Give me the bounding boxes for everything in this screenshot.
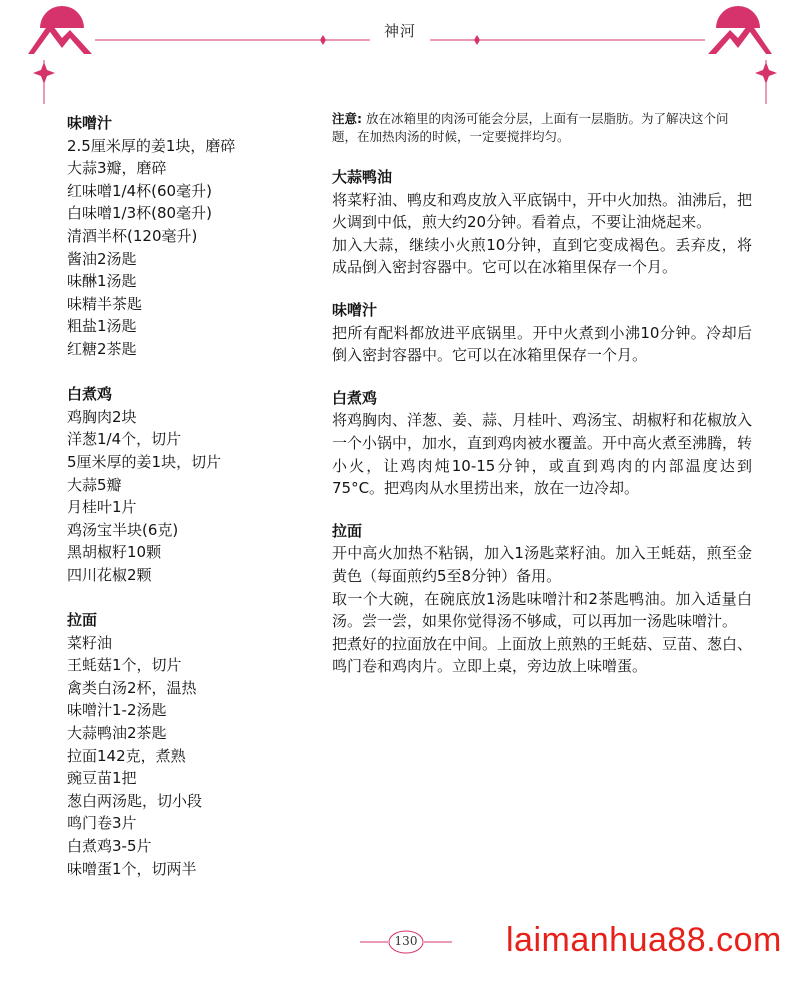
sparkle-icon (755, 62, 777, 84)
ingredients-column (67, 112, 312, 903)
note-text: 放在冰箱里的肉汤可能会分层，上面有一层脂肪。为了解决这个问题，在加热肉汤的时候，一定要搅拌均匀。 (332, 111, 729, 144)
instruction-paragraph: 将鸡胸肉、洋葱、姜、蒜、月桂叶、鸡汤宝、胡椒籽和花椒放入一个小锅中，加水，直到鸡肉被水覆盖。开中高火煮至沸腾，转小火，让鸡肉炖10-15分钟，或直到鸡肉的内部温度达到75°C。把鸡肉从水里捞出来，放在一边冷却。 (332, 411, 753, 498)
watermark-text: laimanhua88.com (506, 921, 782, 959)
page-title: 神河 (383, 22, 416, 40)
ingredient-item: 鸡胸肉2块 (67, 407, 137, 426)
instruction-section (332, 387, 752, 500)
ingredient-item: 2.5厘米厚的姜1块，磨碎 (67, 136, 236, 155)
ingredient-item: 鸡汤宝半块(6克) (67, 520, 179, 539)
page-number: 130 (394, 934, 418, 948)
header-ornament (0, 0, 800, 110)
instruction-paragraph: 将菜籽油、鸭皮和鸡皮放入平底锅中，开中火加热。油沸后，把火调到中低，煎大约20分钟。看着点，不要让油烧起来。 (332, 190, 753, 232)
ingredient-section (67, 112, 312, 361)
note-box (332, 110, 752, 146)
ingredient-item: 大蒜鸭油2茶匙 (67, 724, 167, 743)
instruction-paragraph: 开中高火加热不粘锅，加入1汤匙菜籽油。加入王蚝菇，煎至金黄色（每面煎约5至8分钟）备用。 (332, 544, 752, 585)
instruction-paragraph: 加入大蒜，继续小火煎10分钟，直到它变成褐色。丢弃皮，将成品倒入密封容器中。它可以在冰箱里保存一个月。 (332, 235, 752, 277)
ingredient-item: 红糖2茶匙 (67, 339, 137, 358)
ingredient-item: 红味噌1/4杯(60毫升) (67, 181, 212, 200)
ingredient-item: 白味噌1/3杯(80毫升) (67, 204, 212, 223)
section-title: 味噌汁 (67, 114, 113, 132)
ingredient-item: 禽类白汤2杯，温热 (67, 678, 197, 697)
ingredient-item: 四川花椒2颗 (67, 565, 152, 584)
instruction-paragraph: 取一个大碗，在碗底放1汤匙味噌汁和2茶匙鸭油。加入适量白汤。尝一尝，如果你觉得汤不够咸，可以再加一汤匙味噌汁。 (332, 589, 752, 631)
ingredient-item: 粗盐1汤匙 (67, 317, 137, 336)
ingredient-item: 葱白两汤匙，切小段 (67, 791, 203, 810)
ingredient-item: 王蚝菇1个，切片 (67, 656, 182, 675)
ingredient-item: 白煮鸡3-5片 (67, 837, 152, 855)
ingredient-item: 酱油2汤匙 (67, 249, 137, 268)
section-title: 白煮鸡 (67, 385, 113, 404)
instruction-paragraph: 把所有配料都放进平底锅里。开中火煮到小沸10分钟。冷却后倒入密封容器中。它可以在冰箱里保存一个月。 (332, 323, 752, 365)
section-title: 白煮鸡 (332, 388, 378, 407)
section-title: 味噌汁 (332, 300, 378, 319)
section-title: 拉面 (332, 521, 363, 540)
ingredient-item: 清酒半杯(120毫升) (67, 226, 198, 245)
ingredient-item: 大蒜3瓣，磨碎 (67, 159, 167, 178)
ingredient-item: 味噌蛋1个，切两半 (67, 859, 197, 878)
section-title: 大蒜鸭油 (332, 168, 393, 186)
instruction-section (332, 520, 752, 678)
instruction-paragraph: 把煮好的拉面放在中间。上面放上煎熟的王蚝菇、豆苗、葱白、鸣门卷和鸡肉片。立即上桌，旁边放上味噌蛋。 (332, 634, 753, 676)
instructions-column (332, 110, 752, 698)
ingredient-item: 黑胡椒籽10颗 (67, 543, 162, 562)
note-label: 注意: (332, 111, 362, 126)
ingredient-section (67, 383, 312, 586)
section-title: 拉面 (67, 611, 98, 630)
sparkle-icon (33, 62, 55, 84)
ingredient-item: 豌豆苗1把 (67, 769, 137, 788)
ingredient-section (67, 609, 312, 880)
ingredient-item: 月桂叶1片 (67, 498, 137, 517)
instruction-section (332, 299, 752, 367)
ingredient-item: 大蒜5瓣 (67, 475, 122, 494)
ingredient-item: 鸣门卷3片 (67, 814, 137, 833)
page-header (0, 0, 800, 110)
ingredient-item: 味噌汁1-2汤匙 (67, 701, 167, 720)
ingredient-item: 5厘米厚的姜1块，切片 (67, 452, 222, 471)
instruction-section (332, 166, 752, 279)
ingredient-item: 拉面142克，煮熟 (67, 746, 186, 765)
ingredient-item: 味醂1汤匙 (67, 272, 137, 291)
ingredient-item: 味精半茶匙 (67, 294, 143, 313)
ingredient-item: 菜籽油 (67, 633, 113, 652)
ingredient-item: 洋葱1/4个，切片 (67, 430, 182, 449)
